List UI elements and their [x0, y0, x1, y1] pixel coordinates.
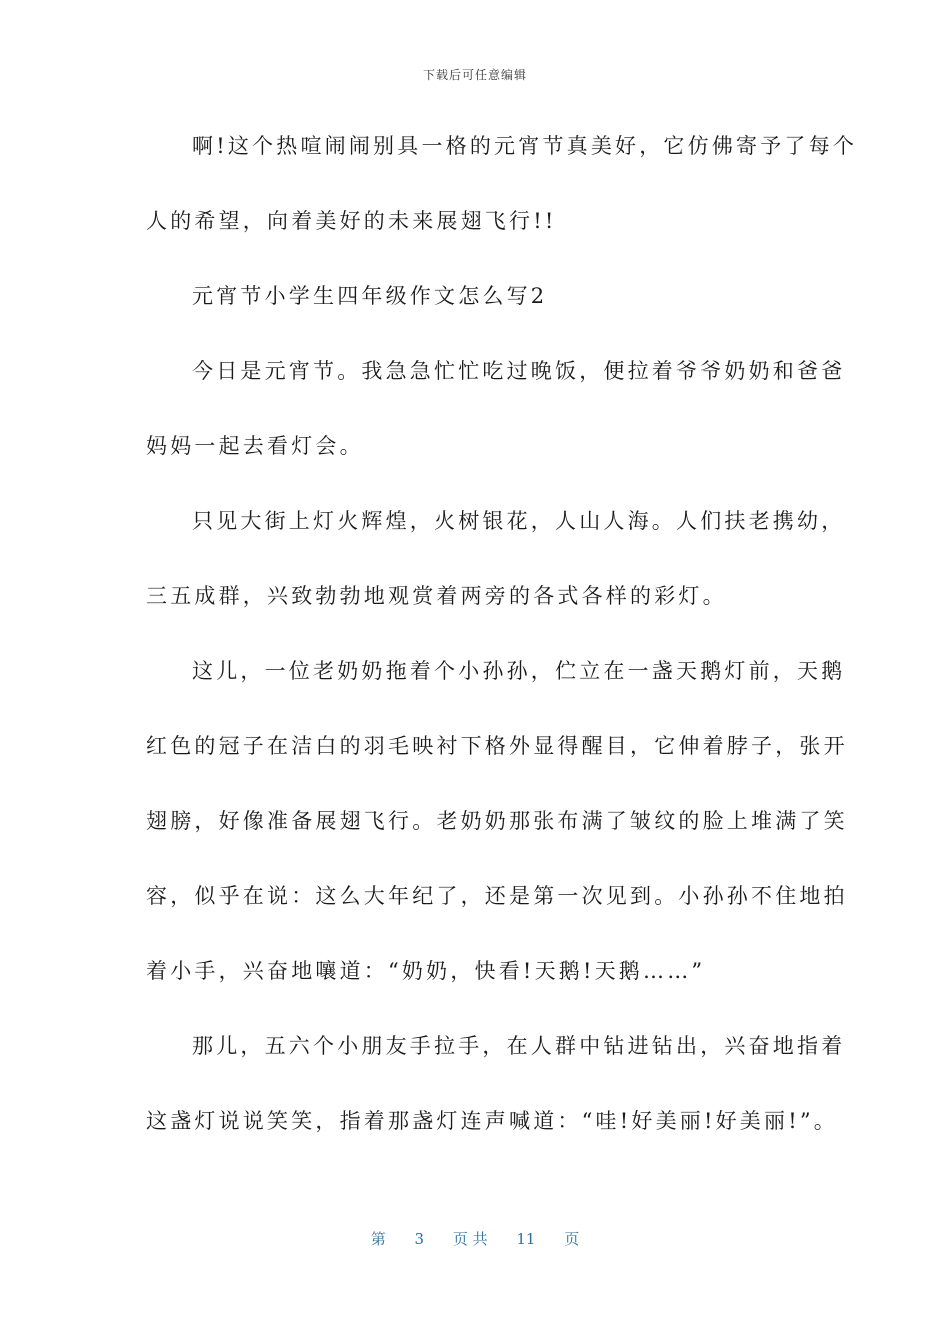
footer-prefix: 第	[370, 1230, 386, 1248]
footer-middle: 页 共	[452, 1230, 488, 1248]
page-header-note: 下载后可任意编辑	[422, 68, 527, 82]
paragraph-line: 人的希望，向着美好的未来展翅飞行!!	[146, 209, 557, 233]
paragraph-line: 妈妈一起去看灯会。	[146, 434, 364, 458]
paragraph-line: 那儿，五六个小朋友手拉手，在人群中钻进钻出，兴奋地指着	[192, 1034, 846, 1058]
footer-suffix: 页	[564, 1230, 580, 1248]
paragraph-line: 着小手，兴奋地嚷道：“奶奶，快看!天鹅!天鹅……”	[146, 959, 706, 983]
document-body	[146, 124, 858, 1174]
total-pages-number: 11	[516, 1230, 536, 1248]
paragraph-line: 容，似乎在说：这么大年纪了，还是第一次见到。小孙孙不住地拍	[146, 884, 848, 908]
current-page-number: 3	[414, 1230, 425, 1248]
paragraph-line: 翅膀，好像准备展翅飞行。老奶奶那张布满了皱纹的脸上堆满了笑	[146, 809, 848, 833]
section-heading: 元宵节小学生四年级作文怎么写2	[192, 284, 548, 308]
paragraph-line: 这盏灯说说笑笑，指着那盏灯连声喊道：“哇!好美丽!好美丽!”。	[146, 1109, 838, 1133]
paragraph-line: 这儿，一位老奶奶拖着个小孙孙，伫立在一盏天鹅灯前，天鹅	[192, 659, 846, 683]
paragraph-line: 只见大街上灯火辉煌，火树银花，人山人海。人们扶老携幼，	[192, 509, 846, 533]
paragraph-line: 三五成群，兴致勃勃地观赏着两旁的各式各样的彩灯。	[146, 584, 727, 608]
paragraph-line: 红色的冠子在洁白的羽毛映衬下格外显得醒目，它伸着脖子，张开	[146, 734, 848, 758]
page-footer	[0, 1228, 950, 1249]
paragraph-line: 啊!这个热喧闹闹别具一格的元宵节真美好，它仿佛寄予了每个	[192, 134, 858, 158]
paragraph-line: 今日是元宵节。我急急忙忙吃过晚饭，便拉着爷爷奶奶和爸爸	[192, 359, 846, 383]
